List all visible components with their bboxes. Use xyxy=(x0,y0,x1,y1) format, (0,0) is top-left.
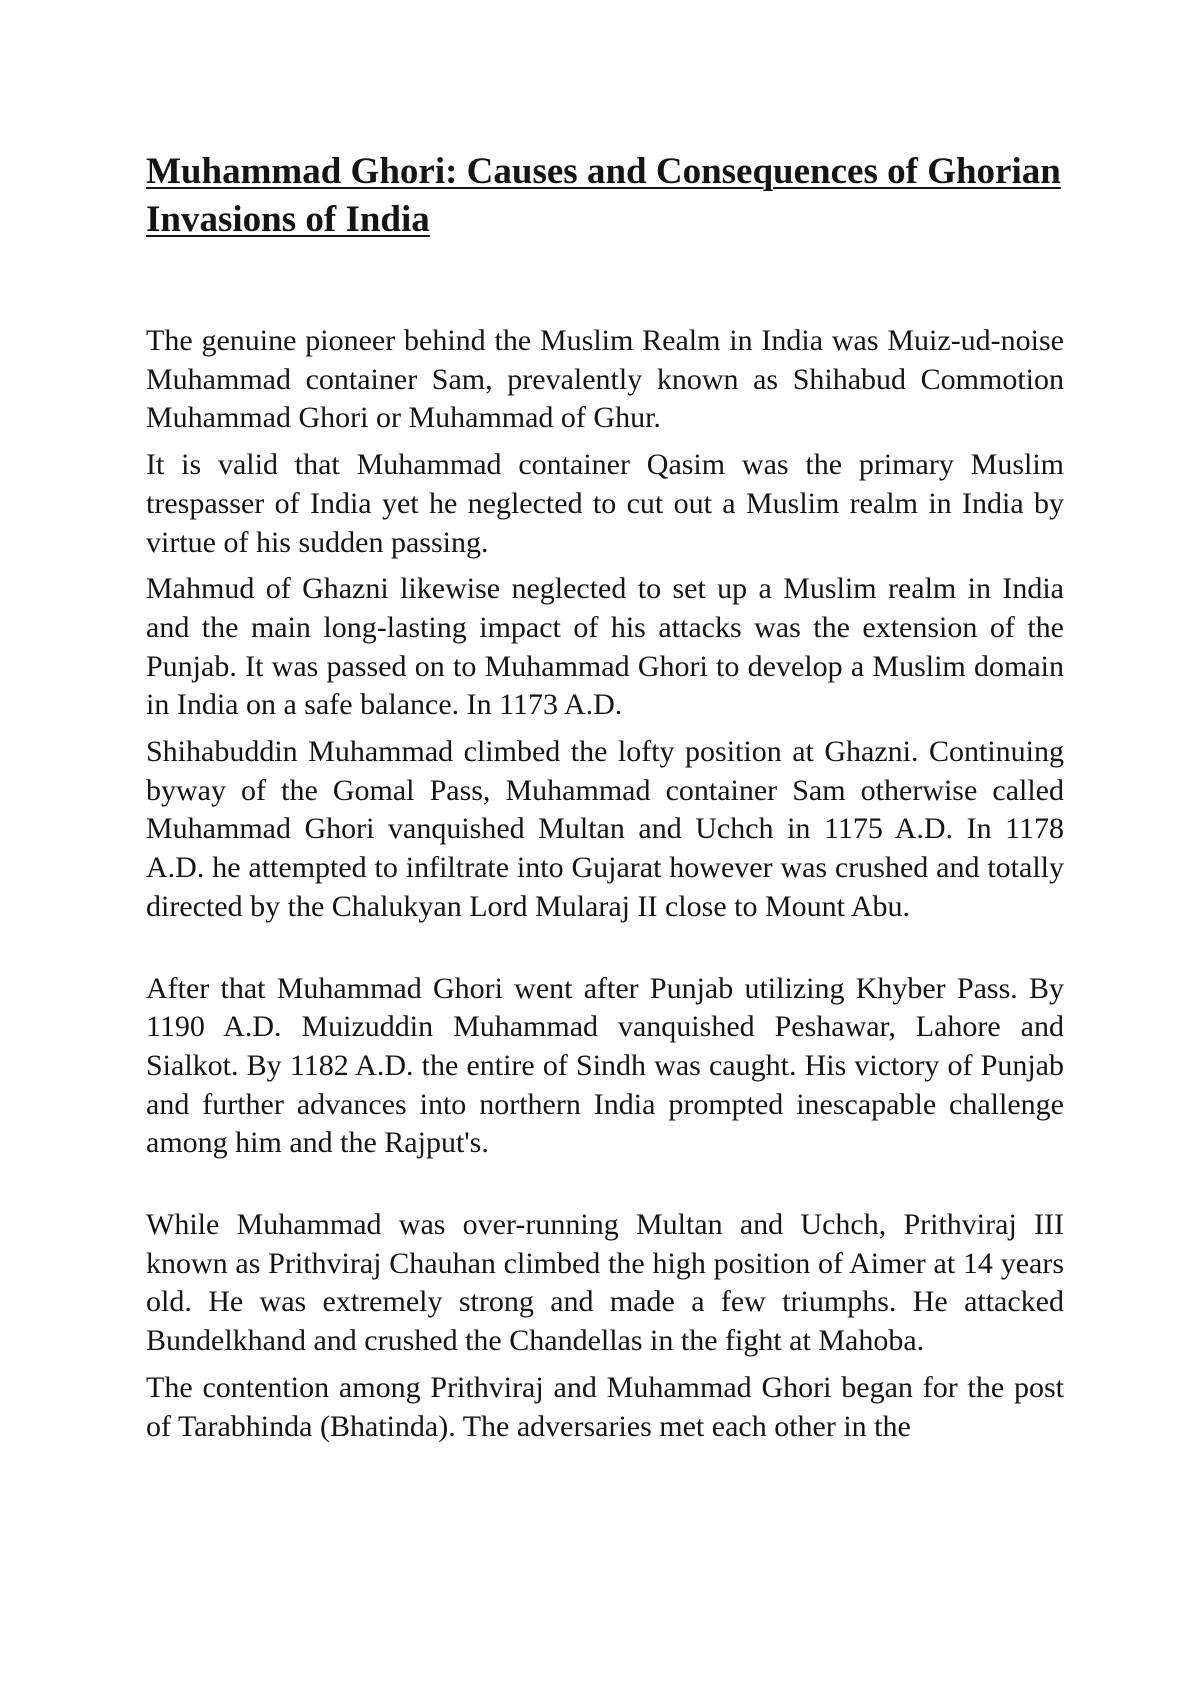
paragraph: While Muhammad was over-running Multan and Uchch, Prithviraj III known as Prithviraj Chauhan climbed the high position of Aimer at 14 years old. He was extremely strong and made a few triumphs. He attacked Bundelkhand and crushed the Chandellas in the fight at Mahoba. xyxy=(146,1208,1064,1358)
paragraph: The genuine pioneer behind the Muslim Realm in India was Muiz-ud-noise Muhammad container Sam, prevalently known as Shihabud Commotion Muhammad Ghori or Muhammad of Ghur. xyxy=(146,324,1064,435)
paragraph: It is valid that Muhammad container Qasim was the primary Muslim trespasser of India yet he neglected to cut out a Muslim realm in India by virtue of his sudden passing. xyxy=(146,448,1064,559)
paragraph: The contention among Prithviraj and Muhammad Ghori began for the post of Tarabhinda (Bhatinda). The adversaries met each other in the xyxy=(146,1370,1064,1443)
document-title: Muhammad Ghori: Causes and Consequences of Ghorian Invasions of India xyxy=(146,151,1061,240)
document-body xyxy=(146,148,1064,1446)
paragraph: Mahmud of Ghazni likewise neglected to set up a Muslim realm in India and the main long-lasting impact of his attacks was the extension of the Punjab. It was passed on to Muhammad Ghori to develop a Muslim domain in India on a safe balance. In 1173 A.D. xyxy=(146,572,1064,722)
paragraph: Shihabuddin Muhammad climbed the lofty position at Ghazni. Continuing byway of the Gomal Pass, Muhammad container Sam otherwise called Muhammad Ghori vanquished Multan and Uchch in 1175 A.D. In 1178 A.D. he attempted to infiltrate into Gujarat however was crushed and totally directed by the Chalukyan Lord Mularaj II close to Mount Abu. xyxy=(146,735,1064,923)
paragraph: After that Muhammad Ghori went after Punjab utilizing Khyber Pass. By 1190 A.D. Muizuddin Muhammad vanquished Peshawar, Lahore and Sialkot. By 1182 A.D. the entire of Sindh was caught. His victory of Punjab and further advances into northern India prompted inescapable challenge among him and the Rajput's. xyxy=(146,971,1064,1160)
